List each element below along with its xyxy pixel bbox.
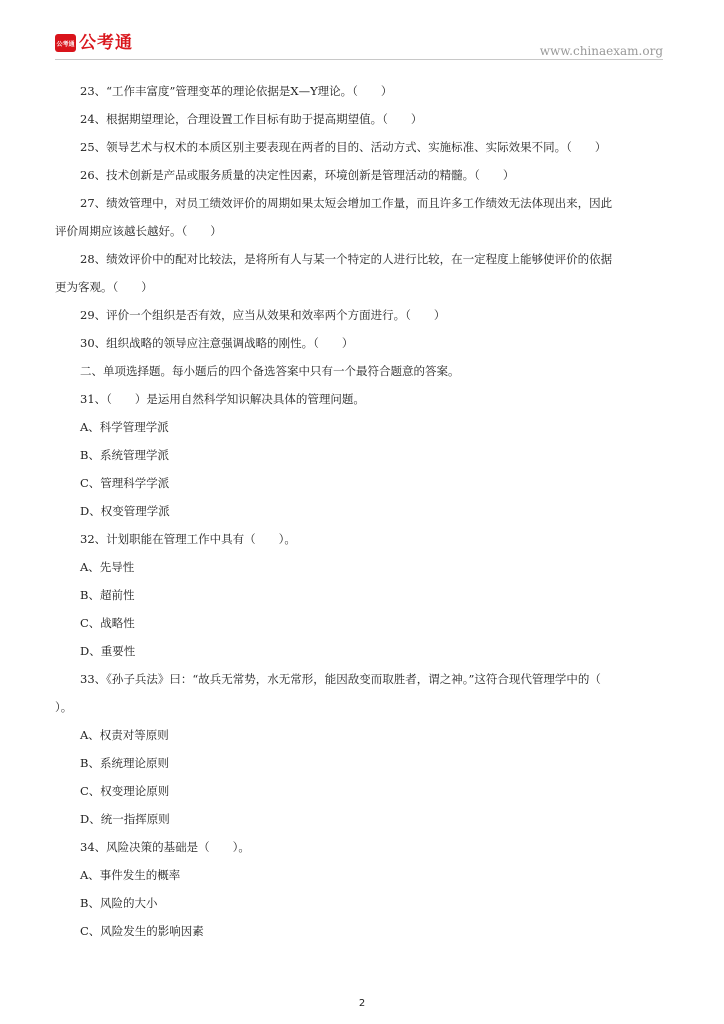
question-27-continued: 评价周期应该越长越好。（ ） xyxy=(55,224,222,238)
option-31-d: D、权变管理学派 xyxy=(80,504,170,518)
document-body xyxy=(55,77,670,945)
question-25: 25、领导艺术与权术的本质区别主要表现在两者的目的、活动方式、实施标准、实际效果不同。（ ） xyxy=(80,140,607,154)
option-32-b: B、超前性 xyxy=(80,588,135,602)
question-33: 33、《孙子兵法》曰：“故兵无常势，水无常形，能因敌变而取胜者，谓之神。”这符合现代管理学中的（ xyxy=(80,672,601,686)
option-31-c: C、管理科学学派 xyxy=(80,476,170,490)
logo xyxy=(55,34,133,52)
option-33-b: B、系统理论原则 xyxy=(80,756,169,770)
option-34-b: B、风险的大小 xyxy=(80,896,158,910)
option-34-a: A、事件发生的概率 xyxy=(80,868,181,882)
option-33-d: D、统一指挥原则 xyxy=(80,812,170,826)
question-33-continued: ）。 xyxy=(55,700,73,714)
question-26: 26、技术创新是产品或服务质量的决定性因素，环境创新是管理活动的精髓。（ ） xyxy=(80,168,515,182)
page-header xyxy=(55,34,663,58)
question-27: 27、绩效管理中，对员工绩效评价的周期如果太短会增加工作量，而且许多工作绩效无法体现出来，因此 xyxy=(80,196,613,210)
option-32-d: D、重要性 xyxy=(80,644,136,658)
option-32-a: A、先导性 xyxy=(80,560,135,574)
question-30: 30、组织战略的领导应注意强调战略的刚性。（ ） xyxy=(80,336,354,350)
option-33-c: C、权变理论原则 xyxy=(80,784,170,798)
option-34-c: C、风险发生的影响因素 xyxy=(80,924,204,938)
question-29: 29、评价一个组织是否有效，应当从效果和效率两个方面进行。（ ） xyxy=(80,308,446,322)
question-28: 28、绩效评价中的配对比较法，是将所有人与某一个特定的人进行比较，在一定程度上能够使评价的依据 xyxy=(80,252,613,266)
question-31: 31、（ ）是运用自然科学知识解决具体的管理问题。 xyxy=(80,392,365,406)
option-31-a: A、科学管理学派 xyxy=(80,420,169,434)
page-number: 2 xyxy=(358,998,366,1009)
question-24: 24、根据期望理论，合理设置工作目标有助于提高期望值。（ ） xyxy=(80,112,423,126)
option-31-b: B、系统管理学派 xyxy=(80,448,169,462)
question-32: 32、计划职能在管理工作中具有（ ）。 xyxy=(80,532,296,546)
option-32-c: C、战略性 xyxy=(80,616,135,630)
question-23: 23、“工作丰富度”管理变革的理论依据是X—Y理论。（ ） xyxy=(80,84,393,98)
logo-text: 公考通 xyxy=(79,33,133,53)
logo-mark: 公考通 xyxy=(55,34,76,52)
question-34: 34、风险决策的基础是（ ）。 xyxy=(80,840,250,854)
header-divider xyxy=(55,59,663,60)
option-33-a: A、权责对等原则 xyxy=(80,728,169,742)
site-url: www.chinaexam.org xyxy=(539,44,663,58)
question-28-continued: 更为客观。（ ） xyxy=(55,280,153,294)
section-heading: 二、单项选择题。每小题后的四个备选答案中只有一个最符合题意的答案。 xyxy=(80,364,460,378)
